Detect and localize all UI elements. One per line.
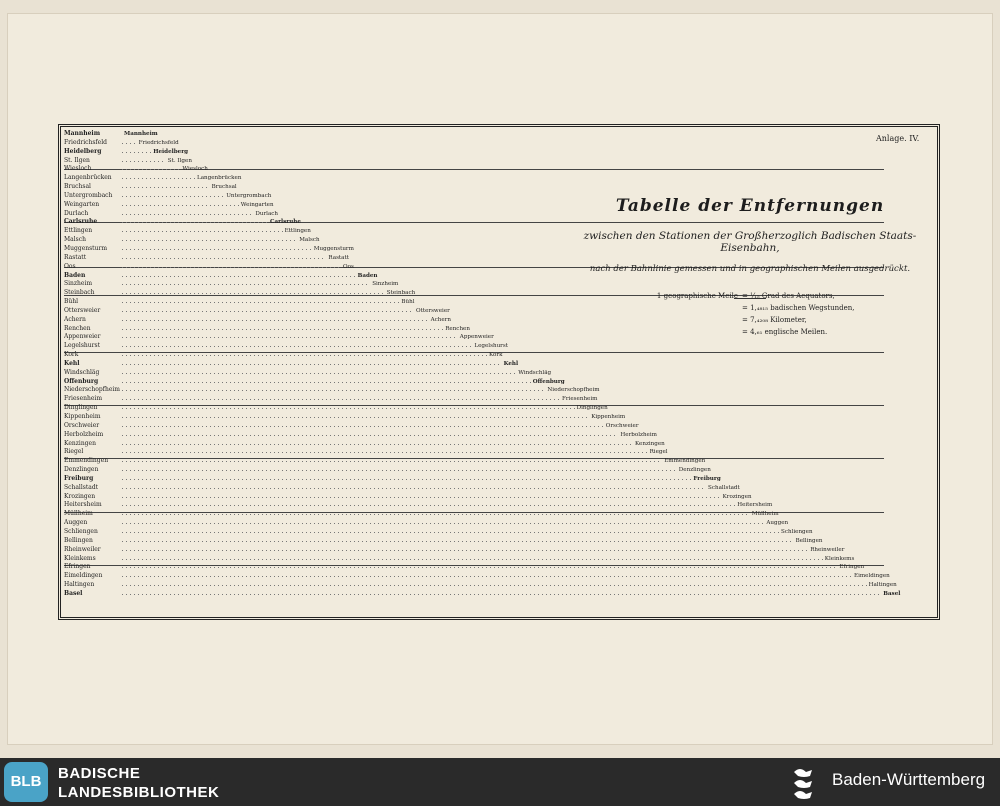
distance-values <box>122 390 545 391</box>
diagonal-station-label: Legelshurst <box>474 343 508 350</box>
station-name: Wiesloch <box>64 165 92 173</box>
station-name: Kippenheim <box>64 413 101 420</box>
diagonal-station-label: Dinglingen <box>576 405 608 412</box>
station-row <box>64 519 789 528</box>
station-row <box>64 377 565 387</box>
distance-values <box>122 514 750 515</box>
station-row <box>64 201 474 210</box>
station-name: Herbolzheim <box>64 430 104 438</box>
diagonal-station-label: Rheinweiler <box>810 546 845 553</box>
station-name: Kleinkems <box>64 554 96 562</box>
station-row <box>64 316 474 325</box>
station-name: Schallstadt <box>64 483 99 491</box>
station-row <box>64 333 494 342</box>
station-name: Denzlingen <box>64 466 99 474</box>
distance-values <box>122 382 531 383</box>
station-name: Freiburg <box>64 474 94 482</box>
distance-values <box>122 576 852 577</box>
distance-values <box>122 523 764 524</box>
diagonal-station-label: Steinbach <box>386 290 416 297</box>
diagonal-station-label: Heidelberg <box>153 148 189 155</box>
distance-values <box>122 426 604 427</box>
station-row <box>64 386 600 395</box>
diagonal-station-label: Carlsruhe <box>270 219 301 226</box>
document-title: Tabelle der Entfernungen <box>615 196 885 216</box>
station-row <box>64 280 474 289</box>
station-name: Windschläg <box>64 368 100 376</box>
station-name: Efringen <box>64 563 91 571</box>
station-row <box>64 466 711 475</box>
station-name: Muggensturm <box>64 244 108 252</box>
diagonal-station-label: Heitersheim <box>737 502 773 509</box>
diagonal-station-label: St. Ilgen <box>167 157 192 164</box>
station-name: Mannheim <box>64 130 101 137</box>
conversion-row: = 4,₆₁ englische Meilen. <box>742 328 828 336</box>
station-name: Oos <box>64 262 76 270</box>
station-name: Auggen <box>64 519 88 527</box>
diagonal-station-label: Kleinkems <box>824 555 855 562</box>
distance-values <box>122 399 560 400</box>
station-name: Rastatt <box>64 253 87 261</box>
distance-values <box>122 302 399 303</box>
distance-values <box>122 461 662 462</box>
distance-values <box>122 169 180 170</box>
distance-values <box>122 293 385 294</box>
station-row <box>64 483 740 493</box>
station-name: Schliengen <box>64 527 98 535</box>
station-name: Kenzingen <box>64 439 96 447</box>
station-row <box>64 404 608 413</box>
distance-values <box>122 585 867 586</box>
distance-values <box>122 161 166 162</box>
distance-values <box>122 222 268 223</box>
distance-values <box>122 311 414 312</box>
station-name: Bruchsal <box>64 183 91 191</box>
distance-values <box>122 178 195 179</box>
station-row <box>64 272 474 281</box>
distance-values <box>122 417 589 418</box>
station-row <box>64 325 474 334</box>
distance-values <box>122 196 224 197</box>
station-name: Ottersweier <box>64 306 101 314</box>
station-row <box>64 589 901 599</box>
station-row <box>64 174 474 183</box>
distance-values <box>122 532 779 533</box>
station-name: Riegel <box>64 448 84 456</box>
station-name: Baden <box>64 271 86 279</box>
station-row <box>64 351 503 360</box>
station-row <box>64 289 474 298</box>
station-row <box>64 298 474 307</box>
conversion-row: = 7,₄₂₀₈ Kilometer, <box>742 316 807 324</box>
diagonal-station-label: Kehl <box>503 360 519 367</box>
diagonal-station-label: Ettlingen <box>284 228 311 235</box>
diagonal-station-label: Riegel <box>649 449 668 456</box>
distance-values <box>122 329 443 330</box>
diagonal-station-label: Oos <box>343 263 354 270</box>
diagonal-station-label: Muggensturm <box>313 245 354 252</box>
distance-values <box>122 488 706 489</box>
conversion-row: 1 geographische Meile = ¹⁄₁₅ Grad des Aequators, <box>656 292 835 300</box>
diagonal-station-label: Untergrombach <box>226 192 272 199</box>
title-block <box>560 196 940 299</box>
distance-values <box>122 152 151 153</box>
diagonal-station-label: Eimeldingen <box>854 573 890 580</box>
diagonal-station-label: Basel <box>883 590 901 597</box>
diagonal-station-label: Haltingen <box>868 582 897 589</box>
lions-crest-icon <box>790 764 824 800</box>
station-name: Langenbrücken <box>64 174 112 182</box>
station-name: Appenweier <box>64 333 101 341</box>
station-row <box>64 545 845 555</box>
station-row <box>64 501 773 510</box>
distance-values <box>122 435 618 436</box>
distance-values <box>122 284 370 285</box>
library-name[interactable]: BADISCHE LANDESBIBLIOTHEK <box>58 765 220 801</box>
station-row <box>64 210 474 219</box>
station-row <box>64 183 474 192</box>
station-name: Kork <box>64 351 79 359</box>
distance-values <box>122 187 210 188</box>
station-name: Untergrombach <box>64 191 113 199</box>
station-name: Rheinweiler <box>64 545 101 553</box>
diagonal-station-label: Kippenheim <box>591 414 626 420</box>
diagonal-station-label: Renchen <box>445 325 470 332</box>
diagonal-station-label: Sinzheim <box>372 281 399 288</box>
station-name: Haltingen <box>64 581 95 589</box>
diagonal-station-label: Friedrichsfeld <box>138 139 179 146</box>
station-row <box>64 563 865 572</box>
station-row <box>64 263 474 272</box>
station-row <box>64 421 639 431</box>
station-row <box>64 165 474 174</box>
distance-values <box>122 249 312 250</box>
station-row <box>64 130 474 139</box>
station-name: Heitersheim <box>64 501 102 509</box>
diagonal-station-label: Freiburg <box>693 475 721 482</box>
diagonal-station-label: Appenweier <box>459 334 494 341</box>
distance-values <box>122 143 137 144</box>
diagonal-station-label: Bruchsal <box>211 184 237 191</box>
station-name: Legelshurst <box>64 342 101 350</box>
distance-values <box>122 452 648 453</box>
station-row <box>64 148 474 157</box>
diagonal-station-label: Schliengen <box>781 528 813 535</box>
diagonal-station-label: Baden <box>357 272 378 279</box>
distance-values <box>122 355 487 356</box>
diagonal-station-label: Auggen <box>766 520 789 527</box>
station-name: Weingarten <box>64 200 100 208</box>
distance-values <box>122 505 735 506</box>
distance-values <box>122 497 721 498</box>
station-row <box>64 359 519 369</box>
distance-values <box>122 364 502 365</box>
diagonal-station-label: Durlach <box>255 210 279 217</box>
conversion-row: = 1,₄₈₁₅ badischen Wegstunden, <box>742 304 855 312</box>
station-row <box>64 572 890 581</box>
diagonal-station-label: Bellingen <box>795 537 823 544</box>
station-name: Eimeldingen <box>64 572 103 580</box>
station-row <box>64 236 474 245</box>
station-row <box>64 254 474 263</box>
station-row <box>64 157 474 166</box>
diagonal-station-label: Ottersweier <box>416 307 450 314</box>
station-row <box>64 307 474 316</box>
diagonal-station-label: Wiesloch <box>182 166 208 173</box>
diagonal-station-label: Malsch <box>299 237 320 244</box>
distance-values <box>122 337 458 338</box>
station-name: St. Ilgen <box>64 156 90 164</box>
diagonal-station-label: Orschweier <box>605 422 639 429</box>
station-name: Niederschopfheim <box>64 386 120 394</box>
station-name: Durlach <box>64 209 89 217</box>
station-row <box>64 448 668 457</box>
unit-conversions <box>648 290 855 338</box>
station-row <box>64 192 474 201</box>
station-name: Basel <box>64 589 83 597</box>
station-row <box>64 536 823 546</box>
distance-values <box>122 267 341 268</box>
station-name: Krozingen <box>64 492 96 500</box>
diagonal-station-label: Mannheim <box>124 131 158 137</box>
station-name: Friesenheim <box>64 395 103 403</box>
station-name: Bühl <box>64 298 79 306</box>
station-name: Emmendingen <box>64 457 109 465</box>
diagonal-station-label: Kork <box>489 352 503 359</box>
station-row <box>64 581 897 590</box>
station-name: Malsch <box>64 236 86 244</box>
diagonal-station-label: Herbolzheim <box>620 431 657 438</box>
distance-values <box>122 594 881 595</box>
station-row <box>64 430 657 440</box>
distance-values <box>122 470 677 471</box>
annex-label: Anlage. IV. <box>876 134 920 143</box>
diagonal-station-label: Rastatt <box>328 254 350 261</box>
station-row <box>64 492 752 502</box>
distance-values <box>122 240 297 241</box>
station-name: Renchen <box>64 324 91 332</box>
station-name: Ettlingen <box>64 227 93 235</box>
diagonal-station-label: Langenbrücken <box>197 175 242 182</box>
station-row <box>64 342 508 351</box>
station-row <box>64 227 474 236</box>
station-row <box>64 457 706 466</box>
distance-values <box>122 567 837 568</box>
station-row <box>64 510 779 519</box>
document-subtitle: zwischen den Stationen der Großherzoglich Badischen Staats-Eisenbahn, <box>583 230 917 254</box>
station-row <box>64 139 474 148</box>
station-name: Dinglingen <box>64 404 98 412</box>
distance-values <box>122 320 429 321</box>
station-name: Offenburg <box>64 377 99 385</box>
station-name: Müllheim <box>64 510 93 518</box>
distance-values <box>122 346 472 347</box>
diagonal-station-label: Efringen <box>839 564 865 571</box>
diagonal-station-label: Schallstadt <box>708 484 740 491</box>
diagonal-station-label: Windschläg <box>518 369 552 376</box>
station-name: Heidelberg <box>64 147 102 155</box>
diagonal-station-label: Müllheim <box>751 511 779 518</box>
diagonal-station-label: Bühl <box>401 299 415 306</box>
station-name: Orschweier <box>64 421 100 429</box>
station-row <box>64 245 474 254</box>
distance-values <box>122 408 575 409</box>
diagonal-station-label: Weingarten <box>240 201 274 208</box>
distance-values <box>122 541 794 542</box>
distance-values <box>122 479 691 480</box>
document-subtitle-2: nach der Bahnlinie gemessen und in geographischen Meilen ausgedrückt. <box>589 264 911 274</box>
station-row <box>64 395 598 404</box>
station-row <box>64 368 552 378</box>
distance-values <box>122 205 239 206</box>
blb-logo[interactable]: BLB <box>4 762 48 802</box>
diagonal-station-label: Niederschopfheim <box>547 387 600 394</box>
diagonal-station-label: Emmendingen <box>664 458 706 465</box>
station-name: Kehl <box>64 359 80 367</box>
diagonal-station-label: Offenburg <box>532 378 565 385</box>
diagonal-station-label: Friesenheim <box>562 396 598 403</box>
diagonal-station-label: Denzlingen <box>678 467 711 474</box>
distance-values <box>122 258 326 259</box>
station-row <box>64 439 665 449</box>
distance-values <box>122 550 808 551</box>
station-row <box>64 474 721 484</box>
diagonal-station-label: Kenzingen <box>635 440 665 447</box>
station-name: Friedrichsfeld <box>64 138 107 146</box>
distance-values <box>122 214 253 215</box>
station-name: Carlsruhe <box>64 218 98 226</box>
station-row <box>64 527 813 537</box>
station-row <box>64 218 474 227</box>
station-name: Achern <box>64 315 86 323</box>
station-name: Bellingen <box>64 536 93 544</box>
station-name: Steinbach <box>64 289 95 297</box>
diagonal-station-label: Achern <box>430 316 451 323</box>
station-row <box>64 413 626 422</box>
distance-values <box>122 276 356 277</box>
station-row <box>64 554 855 564</box>
distance-values <box>122 559 823 560</box>
diagonal-station-label: Krozingen <box>722 493 752 500</box>
distance-values <box>122 373 516 374</box>
state-name[interactable]: Baden-Württemberg <box>832 770 986 789</box>
distance-values <box>122 444 633 445</box>
station-name: Sinzheim <box>64 280 93 288</box>
distance-values <box>122 231 283 232</box>
